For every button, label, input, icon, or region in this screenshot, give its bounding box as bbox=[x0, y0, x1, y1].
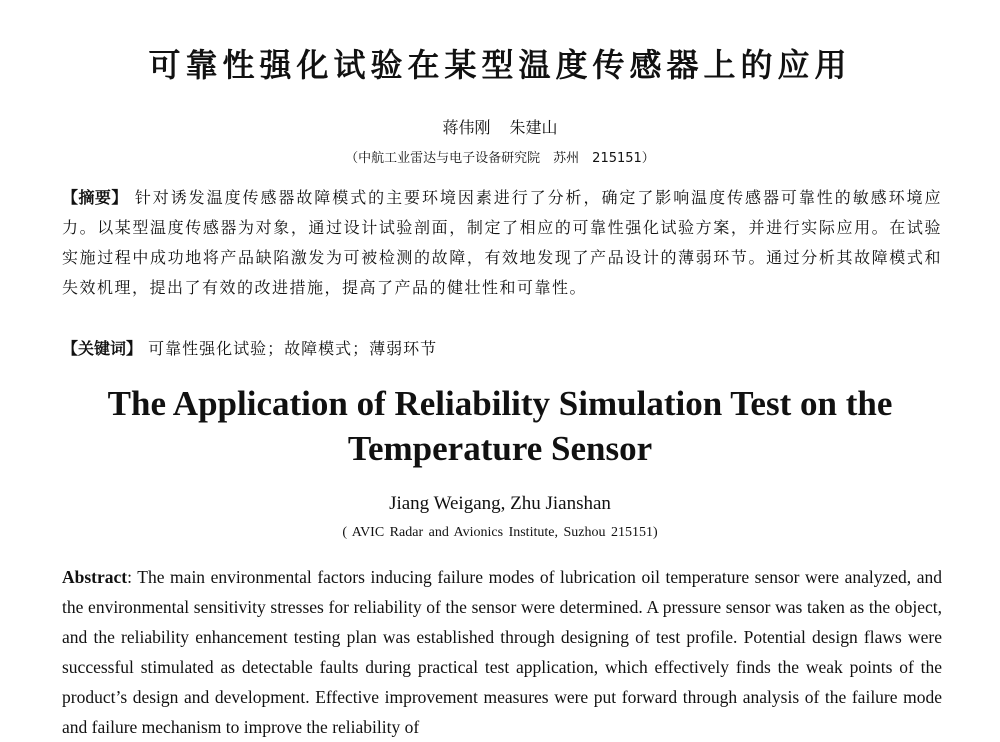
chinese-abstract bbox=[62, 183, 942, 303]
chinese-title: 可靠性强化试验在某型温度传感器上的应用 bbox=[148, 46, 852, 84]
english-abstract bbox=[62, 562, 942, 742]
chinese-abstract-text: 针对诱发温度传感器故障模式的主要环境因素进行了分析，确定了影响温度传感器可靠性的敏感环境应力。以某型温度传感器为对象，通过设计试验剖面，制定了相应的可靠性强化试验方案，并进行实际应用。在试验实施过程中成功地将产品缺陷激发为可被检测的故障，有效地发现了产品设计的薄弱环节。通过分析其故障模式和失效机理，提出了有效的改进措施，提高了产品的健壮性和可靠性。 bbox=[62, 188, 942, 297]
english-abstract-label: Abstract bbox=[62, 567, 128, 587]
chinese-keywords bbox=[62, 336, 942, 362]
chinese-authors: 蒋伟刚 朱建山 bbox=[442, 118, 558, 137]
chinese-affiliation: （中航工业雷达与电子设备研究院 苏州 215151） bbox=[345, 151, 655, 166]
english-abstract-text: : The main environmental factors inducing failure modes of lubrication oil temperature sensor were analyzed, and the environmental sensitivity stresses for reliability of the sensor were determined. A pressure sensor was taken as the object, and the reliability enhancement testing plan was established through designing of test profile. Potential design flaws were successful stimulated as detectable faults during practical test application, which effectively finds the weak points of the product’s design and development. Effective improvement measures were put forward through analysis of the failure mode and failure mechanism to improve the reliability of bbox=[62, 567, 942, 737]
chinese-abstract-label: 【摘要】 bbox=[62, 188, 128, 207]
english-title: The Application of Reliability Simulation Test on the Temperature Sensor bbox=[107, 384, 893, 468]
english-affiliation: ( AVIC Radar and Avionics Institute, Suzhou 215151) bbox=[342, 525, 658, 540]
english-authors: Jiang Weigang, Zhu Jianshan bbox=[389, 493, 611, 514]
chinese-keywords-label: 【关键词】 bbox=[62, 339, 143, 358]
chinese-keywords-text: 可靠性强化试验；故障模式；薄弱环节 bbox=[148, 339, 438, 358]
